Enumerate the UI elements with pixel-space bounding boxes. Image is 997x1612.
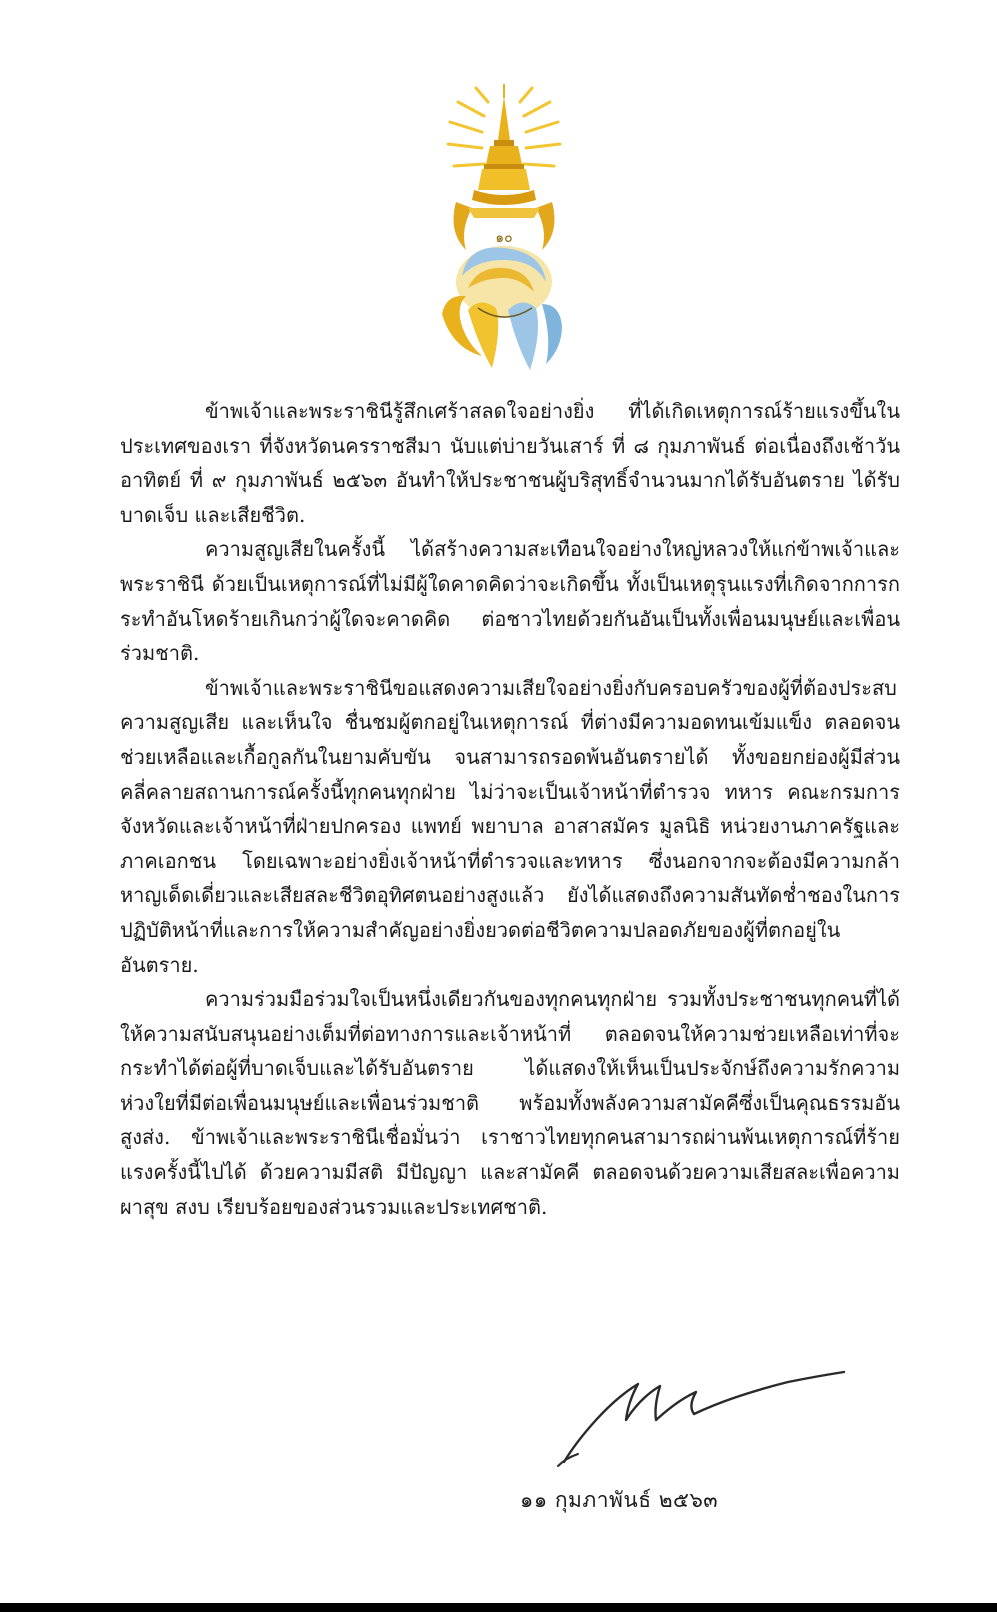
royal-emblem-icon	[438, 82, 570, 374]
letter-date: ๑๑ กุมภาพันธ์ ๒๕๖๓	[520, 1488, 719, 1512]
paragraph-1: ข้าพเจ้าและพระราชินีรู้สึกเศร้าสลดใจอย่างยิ่ง ที่ได้เกิดเหตุการณ์ร้ายแรงขึ้นในประเทศของเรา ที่จังหวัดนครราชสีมา นับแต่บ่ายวันเสาร์ ที่ ๘ กุมภาพันธ์ ต่อเนื่องถึงเช้าวันอาทิตย์ ที่ ๙ กุมภาพันธ์ ๒๕๖๓ อันทำให้ประชาชนผู้บริสุทธิ์จำนวนมากได้รับอันตราย ได้รับบาดเจ็บ และเสียชีวิต.	[120, 399, 900, 527]
signature-icon	[556, 1362, 852, 1468]
paragraph-3: ข้าพเจ้าและพระราชินีขอแสดงความเสียใจอย่างยิ่งกับครอบครัวของผู้ที่ต้องประสบความสูญเสีย และเห็นใจ ชื่นชมผู้ตกอยู่ในเหตุการณ์ ที่ต่างมีความอดทนเข้มแข็ง ตลอดจนช่วยเหลือและเกื้อกูลกันในยามคับขัน จนสามารถรอดพ้นอันตรายได้ ทั้งขอยกย่องผู้มีส่วนคลี่คลายสถานการณ์ครั้งนี้ทุกคนทุกฝ่าย ไม่ว่าจะเป็นเจ้าหน้าที่ตำรวจ ทหาร คณะกรมการจังหวัดและเจ้าหน้าที่ฝ่ายปกครอง แพทย์ พยาบาล อาสาสมัคร มูลนิธิ หน่วยงานภาครัฐและภาคเอกชน โดยเฉพาะอย่างยิ่งเจ้าหน้าที่ตำรวจและทหาร ซึ่งนอกจากจะต้องมีความกล้าหาญเด็ดเดี่ยวและเสียสละชีวิตอุทิศตนอย่างสูงแล้ว ยังได้แสดงถึงความสันทัดช่ำชองในการปฏิบัติหน้าที่และการให้ความสำคัญอย่างยิ่งยวดต่อชีวิตความปลอดภัยของผู้ที่ตกอยู่ในอันตราย.	[120, 675, 900, 977]
svg-text:๑๐: ๑๐	[495, 230, 513, 246]
paragraph-4: ความร่วมมือร่วมใจเป็นหนึ่งเดียวกันของทุกคนทุกฝ่าย รวมทั้งประชาชนทุกคนที่ได้ให้ความสนับสนุนอย่างเต็มที่ต่อทางการและเจ้าหน้าที่ ตลอดจนให้ความช่วยเหลือเท่าที่จะกระทำได้ต่อผู้ที่บาดเจ็บและได้รับอันตราย ได้แสดงให้เห็นเป็นประจักษ์ถึงความรักความห่วงใยที่มีต่อเพื่อนมนุษย์และเพื่อนร่วมชาติ พร้อมทั้งพลังความสามัคคีซึ่งเป็นคุณธรรมอันสูงส่ง. ข้าพเจ้าและพระราชินีเชื่อมั่นว่า เราชาวไทยทุกคนสามารถผ่านพ้นเหตุการณ์ที่ร้ายแรงครั้งนี้ไปได้ ด้วยความมีสติ มีปัญญา และสามัคคี ตลอดจนด้วยความเสียสละเพื่อความผาสุข สงบ เรียบร้อยของส่วนรวมและประเทศชาติ.	[120, 987, 900, 1219]
letter-body	[120, 394, 900, 1224]
paragraph-2: ความสูญเสียในครั้งนี้ ได้สร้างความสะเทือนใจอย่างใหญ่หลวงให้แก่ข้าพเจ้าและพระราชินี ด้วยเป็นเหตุการณ์ที่ไม่มีผู้ใดคาดคิดว่าจะเกิดขึ้น ทั้งเป็นเหตุรุนแรงที่เกิดจากการกระทำอันโหดร้ายเกินกว่าผู้ใดจะคาดคิด ต่อชาวไทยด้วยกันอันเป็นทั้งเพื่อนมนุษย์และเพื่อนร่วมชาติ.	[120, 537, 900, 666]
bottom-border	[0, 1603, 997, 1612]
